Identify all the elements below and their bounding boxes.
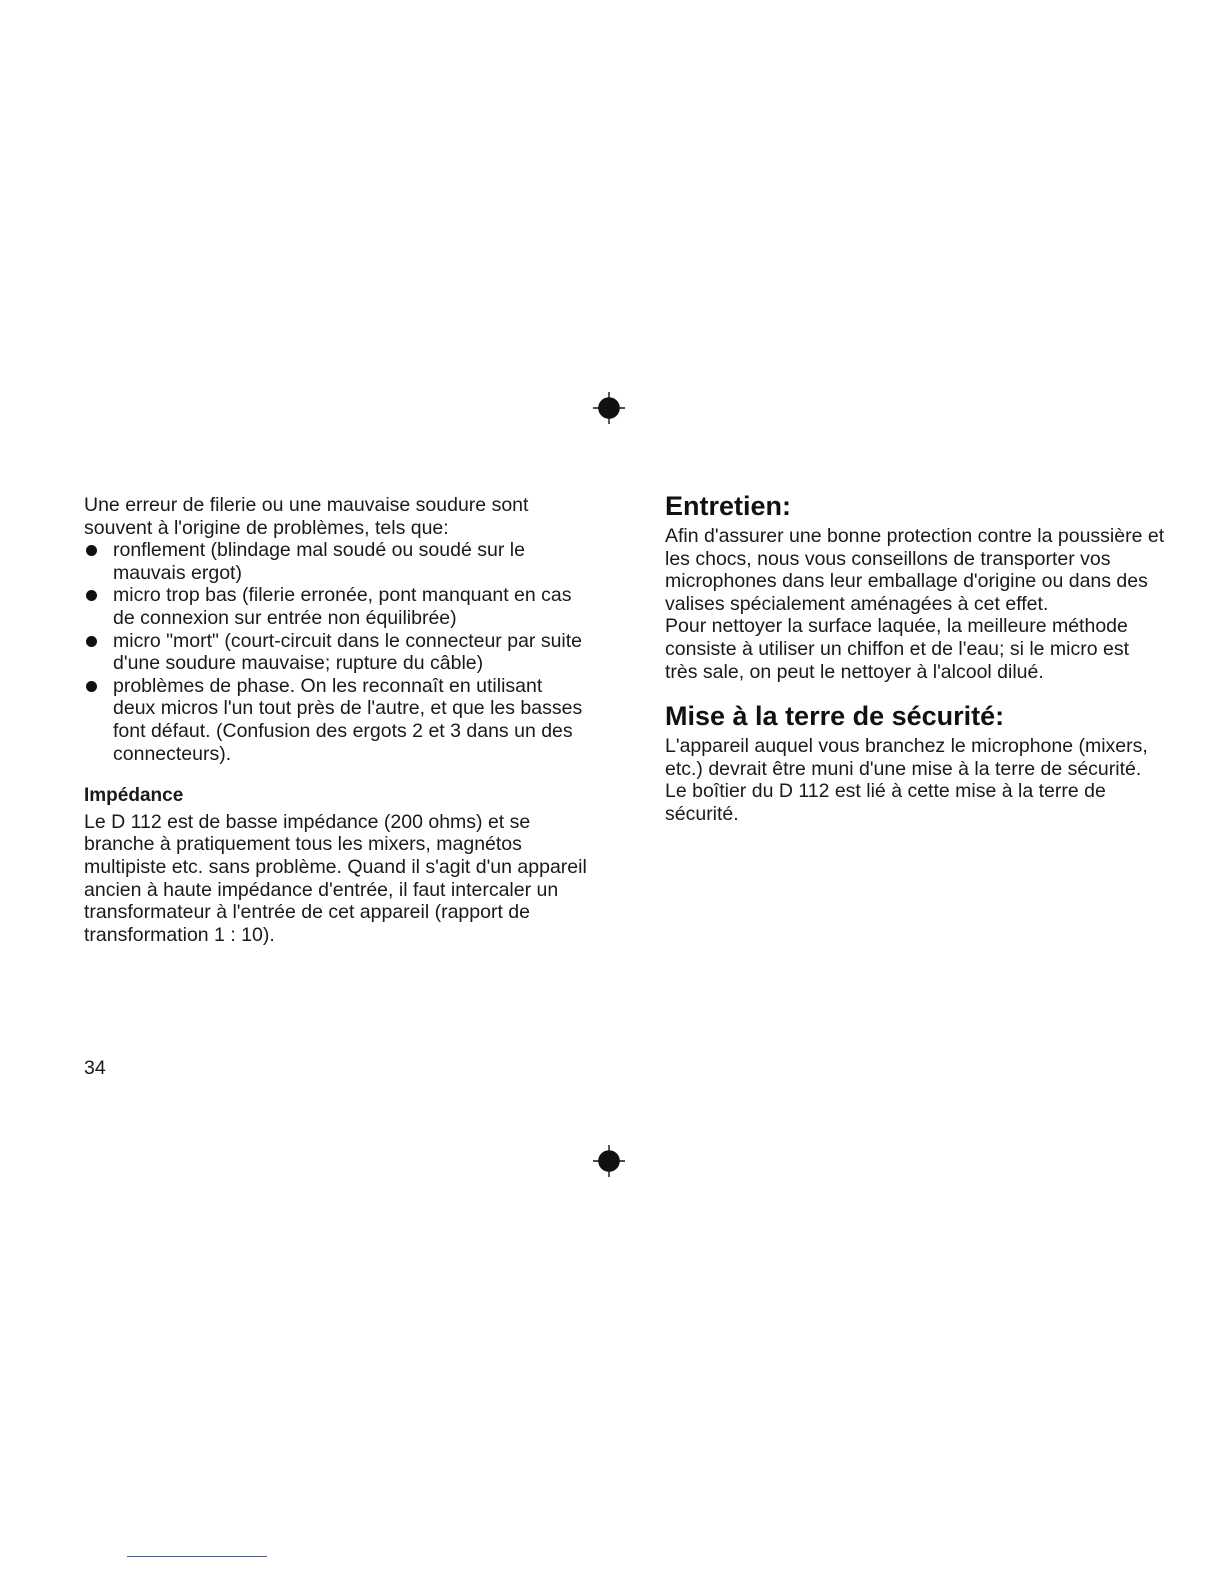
list-item: micro "mort" (court-circuit dans le connecteur par suite d'une soudure mauvaise; rupture du câble) bbox=[84, 630, 589, 675]
left-column bbox=[84, 494, 589, 946]
list-item: problèmes de phase. On les reconnaît en utilisant deux micros l'un tout près de l'autre, et que les basses font défaut. (Confusion des ergots 2 et 3 dans un des connecteurs). bbox=[84, 675, 589, 765]
list-item: ronflement (blindage mal soudé ou soudé sur le mauvais ergot) bbox=[84, 539, 589, 584]
impedance-heading: Impédance bbox=[84, 785, 184, 807]
bullet-icon bbox=[86, 681, 97, 692]
list-item: micro trop bas (filerie erronée, pont manquant en cas de connexion sur entrée non équilibrée) bbox=[84, 584, 589, 629]
entretien-paragraph-2: Pour nettoyer la surface laquée, la meilleure méthode consiste à utiliser un chiffon et de l'eau; si le micro est très sale, on peut le nettoyer à l'alcool dilué. bbox=[665, 615, 1130, 683]
entretien-paragraph-1: Afin d'assurer une bonne protection contre la poussière et les chocs, nous vous conseillons de transporter vos microphones dans leur emballage d'origine ou dans des valises spécialement aménagées à cet effet. bbox=[665, 525, 1165, 615]
entretien-heading: Entretien: bbox=[665, 491, 792, 521]
bottom-rule bbox=[127, 1556, 267, 1557]
impedance-paragraph: Le D 112 est de basse impédance (200 ohms) et se branche à pratiquement tous les mixers, magnétos multipiste etc. sans problème. Quand il s'agit d'un appareil ancien à haute impédance d'entrée, il faut intercaler un transformateur à l'entrée de cet appareil (rapport de transformation 1 : 10). bbox=[84, 810, 587, 946]
intro-paragraph: Une erreur de filerie ou une mauvaise soudure sont souvent à l'origine de problèmes, tels que: bbox=[84, 494, 529, 539]
registration-mark-top-icon bbox=[592, 391, 626, 425]
securite-heading: Mise à la terre de sécurité: bbox=[665, 701, 1005, 732]
securite-paragraph: L'appareil auquel vous branchez le microphone (mixers, etc.) devrait être muni d'une mise à la terre de sécurité. Le boîtier du D 112 est lié à cette mise à la terre de sécurité. bbox=[665, 735, 1148, 825]
bullet-icon bbox=[86, 545, 97, 556]
problem-list bbox=[84, 539, 589, 765]
right-column bbox=[665, 490, 1165, 826]
bullet-icon bbox=[86, 636, 97, 647]
registration-mark-bottom-icon bbox=[592, 1144, 626, 1178]
bullet-icon bbox=[86, 590, 97, 601]
page-number: 34 bbox=[84, 1057, 106, 1079]
